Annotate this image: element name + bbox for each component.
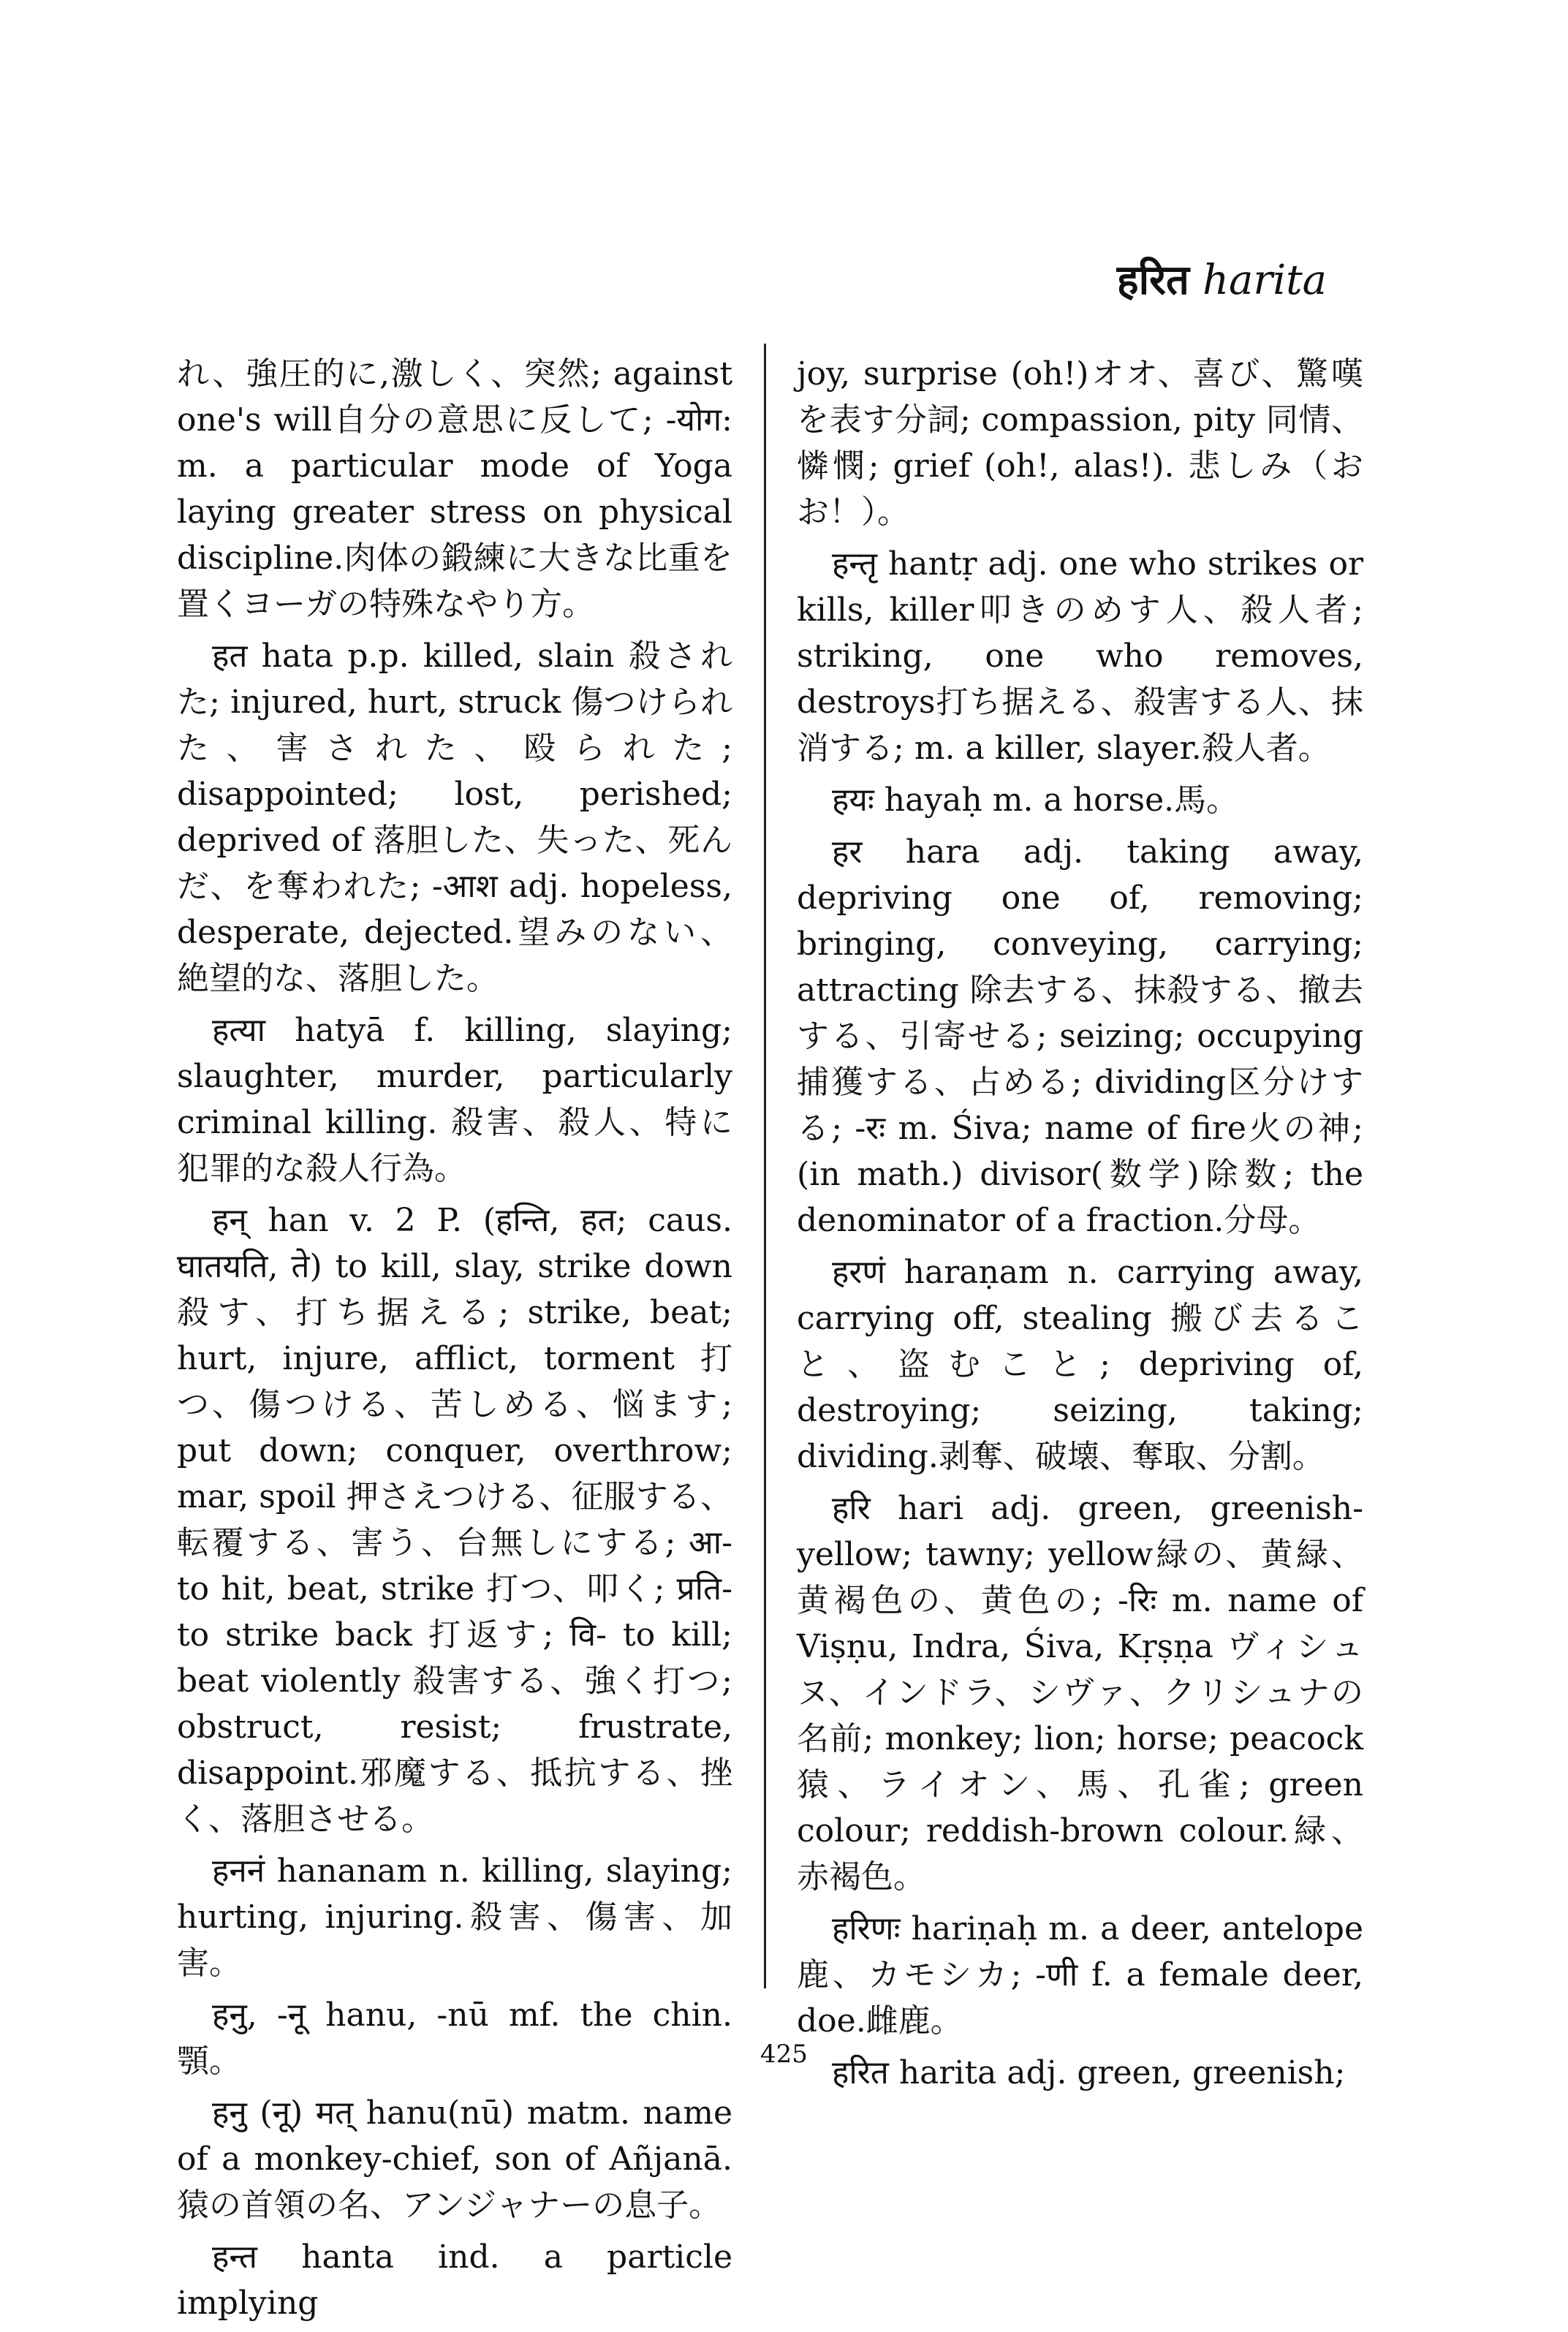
entry-hantr: हन्तृ hantṛ adj. one who strikes or kills, killer叩きのめす人、殺人者; striking, one who removes, destroys打ち据える、殺害する人、抹消する; m. a killer, slayer.殺人者。: [797, 545, 1363, 767]
running-head: [1116, 256, 1327, 304]
entry-hara: हर hara adj. taking away, depriving one of, removing; bringing, conveying, carrying; attracting 除去する、抹殺する、撤去する、引寄せる; seizing; occupying捕獲する、占める; dividing区分けする; -रः m. Śiva; name of fire火の神; (in math.) divisor(数学)除数; the denominator of a fraction.分母。: [797, 833, 1363, 1239]
entry-hata: हत hata p.p. killed, slain 殺された; injured, hurt, struck 傷つけられた、害された、殴られた; disappointed; lost, perished; deprived of 落胆した、失った、死んだ、を奪われた; -आश adj. hopeless, desperate, dejected.望みのない、絶望的な、落胆した。: [177, 637, 732, 997]
running-head-devanagari: हरित: [1116, 256, 1189, 304]
entry-harita: हरित harita adj. green, greenish;: [832, 2054, 1346, 2091]
entry-hanu: हनु, -नू hanu, -nū mf. the chin.顎。: [177, 1996, 732, 2080]
entry-harinah: हरिणः hariṇaḥ m. a deer, antelope 鹿、カモシカ; -णी f. a female deer, doe.雌鹿。: [797, 1910, 1363, 2040]
left-column: [177, 351, 732, 2332]
right-column: [797, 351, 1363, 2102]
entry-hatya: हत्या hatyā f. killing, slaying; slaughter, murder, particularly criminal killing. 殺害、殺人、特に犯罪的な殺人行為。: [177, 1012, 732, 1187]
entry-hanta: हन्त hanta ind. a particle implying: [177, 2238, 732, 2322]
entry-hayah: हयः hayaḥ m. a horse.馬。: [832, 781, 1239, 819]
entry-haranam: हरणं haraṇam n. carrying away, carrying off, stealing 搬び去ること、盗むこと; depriving of, destroying; seizing, taking; dividing.剥奪、破壊、奪取、分割。: [797, 1254, 1363, 1475]
running-head-roman: harita: [1202, 257, 1327, 304]
page-number: 425: [760, 2040, 808, 2069]
entry-hanumat: हनु (नू) मत् hanu(nū) matm. name of a monkey-chief, son of Añjanā. 猿の首領の名、アンジャナーの息子。: [177, 2094, 732, 2224]
entry-hanta-continuation: joy, surprise (oh!)オオ、喜び、驚嘆を表す分詞; compassion, pity 同情、憐憫; grief (oh!, alas!). 悲しみ（おお！）。: [797, 355, 1363, 531]
entry-hari: हरि hari adj. green, greenish-yellow; tawny; yellow緑の、黄緑、黄褐色の、黄色の; -रिः m. name of Viṣṇu, Indra, Śiva, Kṛṣṇa ヴィシュヌ、インドラ、シヴァ、クリシュナの名前; monkey; lion; horse; peacock猿、ライオン、馬、孔雀; green colour; reddish-brown colour.緑、赤褐色。: [797, 1490, 1363, 1896]
entry-han: हन् han v. 2 P. (हन्ति, हत; caus. घातयति, ते) to kill, slay, strike down 殺す、打ち据える; strike, beat; hurt, injure, afflict, torment 打つ、傷つける、苦しめる、悩ます; put down; conquer, overthrow; mar, spoil 押さえつける、征服する、転覆する、害う、台無しにする; आ- to hit, beat, strike 打つ、叩く; प्रति- to strike back 打返す; वि- to kill; beat violently 殺害する、強く打つ; obstruct, resist; frustrate, disappoint.邪魔する、抵抗する、挫く、落胆させる。: [177, 1202, 732, 1838]
entry-continuation: れ、強圧的に,激しく、突然; against one's will自分の意思に反して; -योग: m. a particular mode of Yoga laying greater stress on physical discipline.肉体の鍛練に大きな比重を置くヨーガの特殊なやり方。: [177, 355, 732, 623]
entry-hananam: हननं hananam n. killing, slaying; hurting, injuring.殺害、傷害、加害。: [177, 1852, 732, 1982]
column-divider: [764, 344, 766, 1988]
